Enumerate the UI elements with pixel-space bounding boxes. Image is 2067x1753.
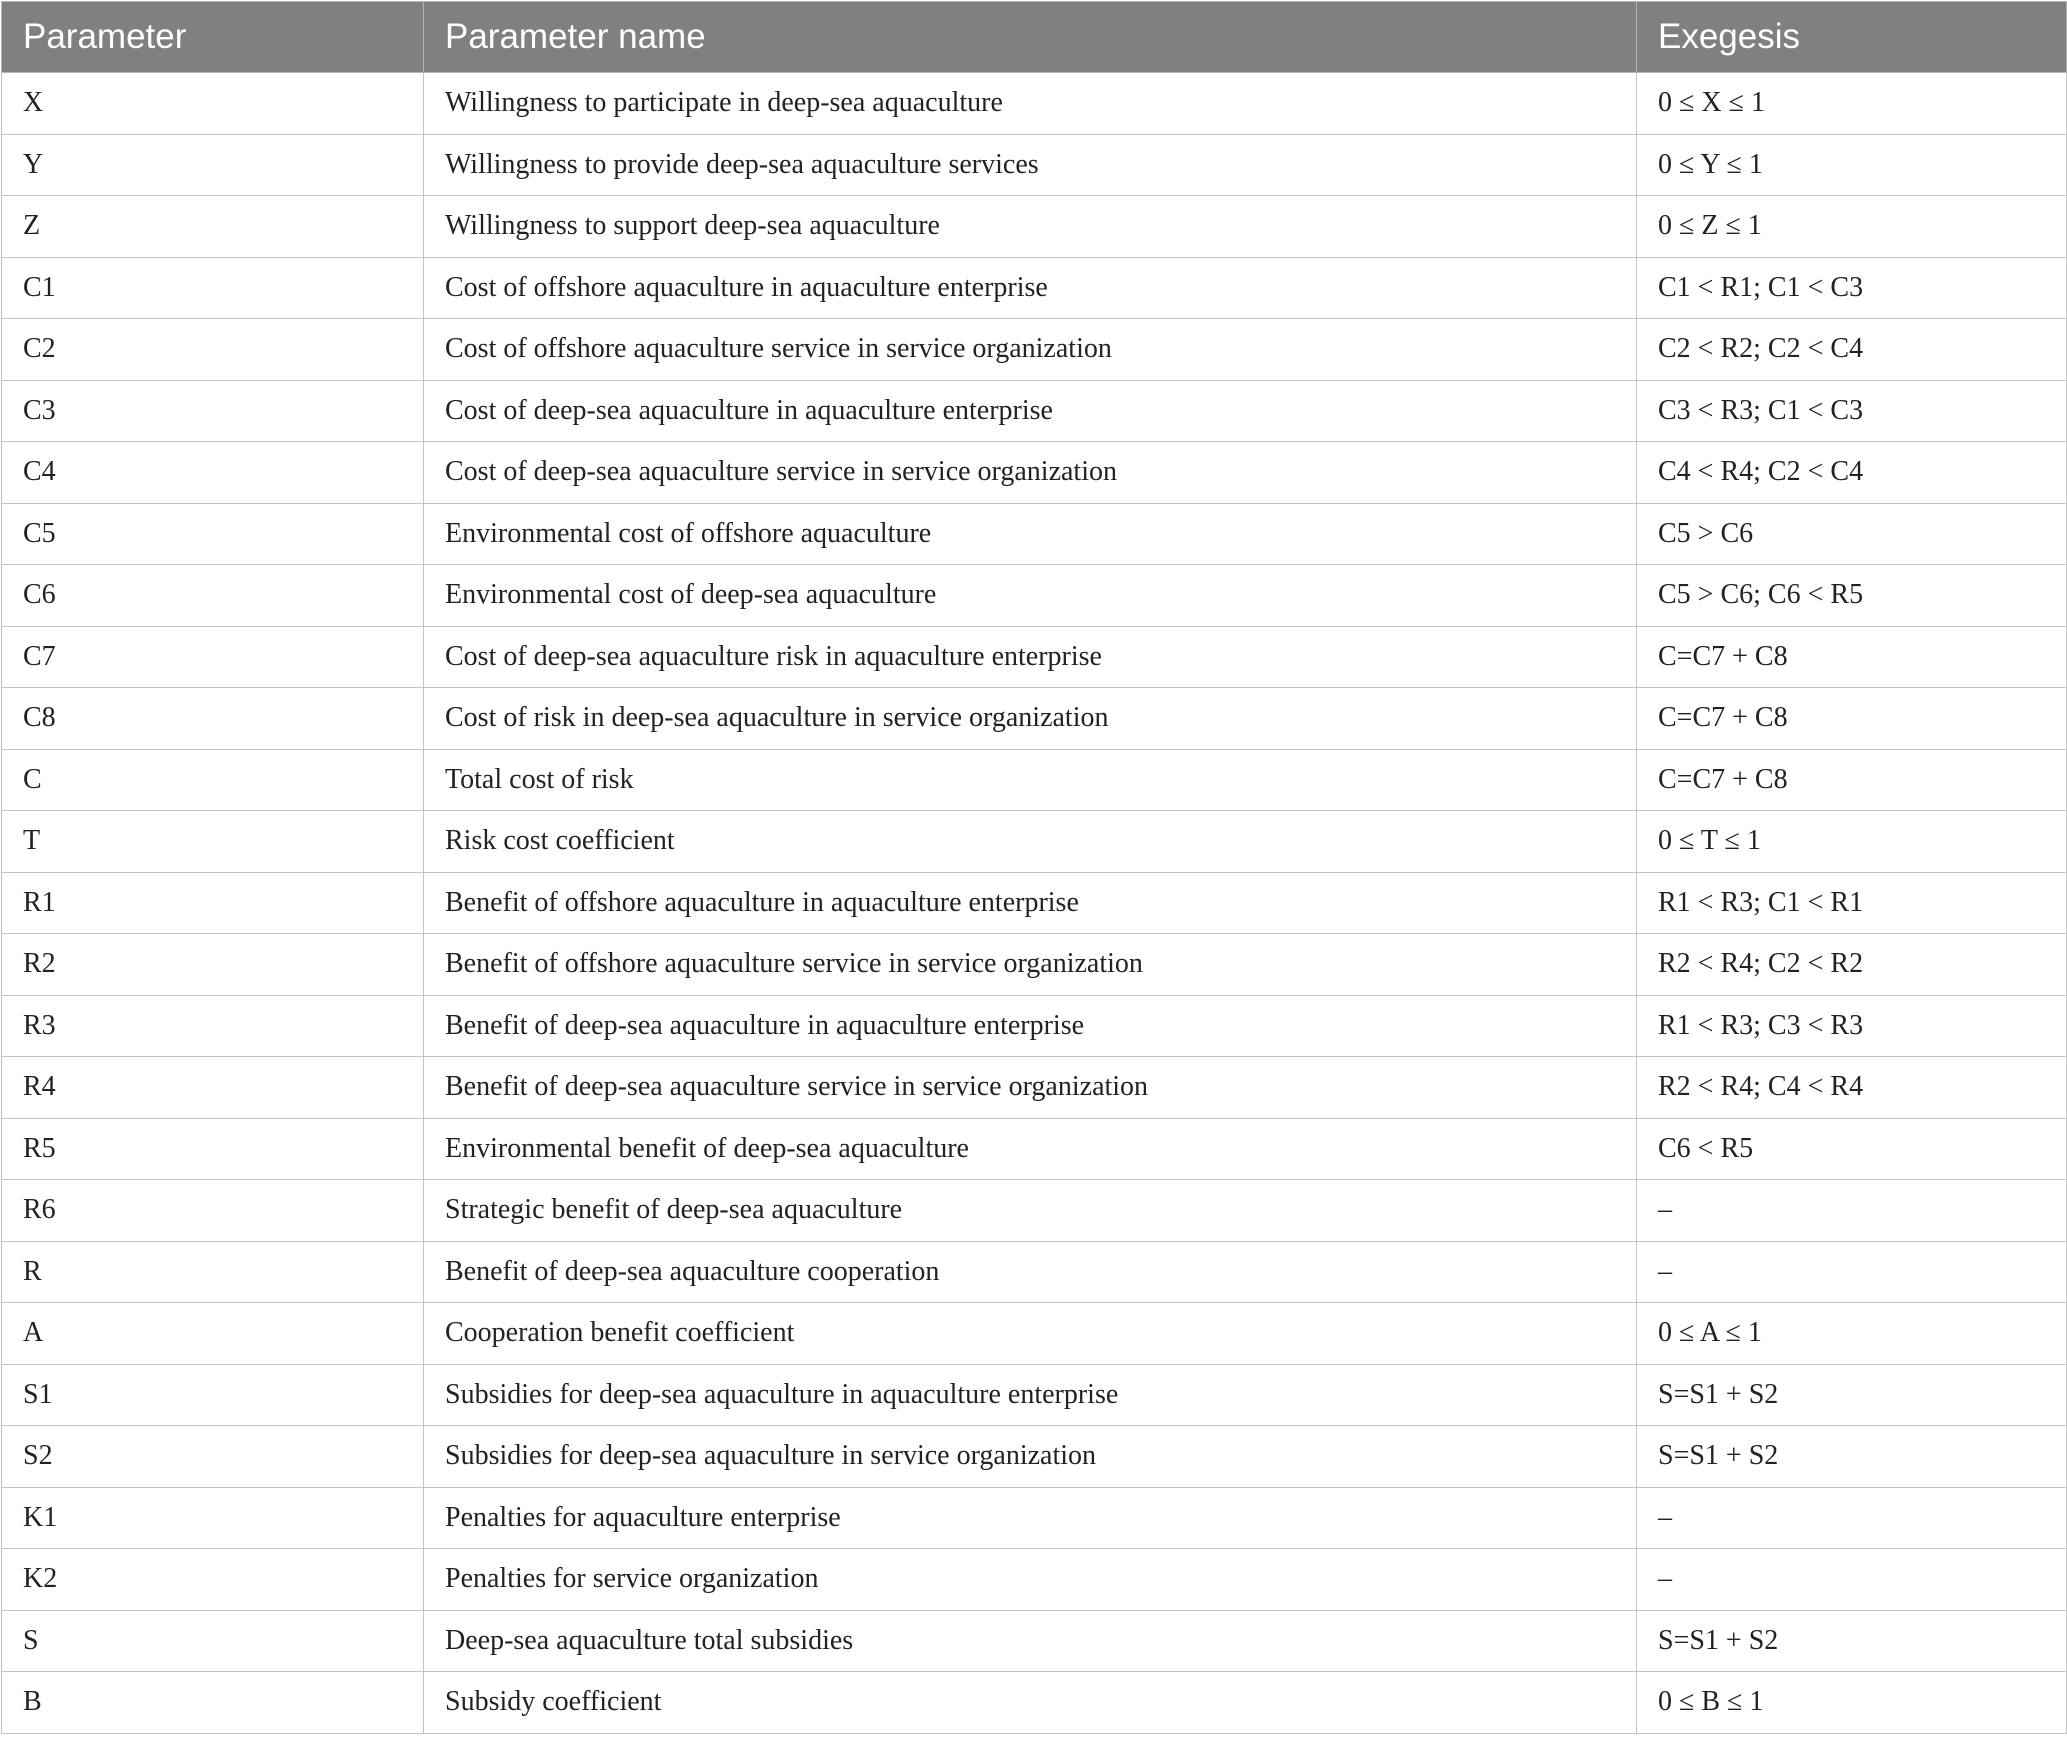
parameter-name-cell: Benefit of deep-sea aquaculture in aquaculture enterprise bbox=[424, 995, 1637, 1057]
table-row bbox=[2, 565, 2067, 627]
exegesis-cell: – bbox=[1637, 1241, 2067, 1303]
parameter-cell: S2 bbox=[2, 1426, 424, 1488]
parameter-cell: C3 bbox=[2, 380, 424, 442]
exegesis-cell: C3 < R3; C1 < C3 bbox=[1637, 380, 2067, 442]
exegesis-cell: 0 ≤ T ≤ 1 bbox=[1637, 811, 2067, 873]
table-row bbox=[2, 1180, 2067, 1242]
exegesis-cell: C5 > C6 bbox=[1637, 503, 2067, 565]
table-row bbox=[2, 626, 2067, 688]
header-exegesis: Exegesis bbox=[1637, 2, 2067, 73]
parameter-cell: C8 bbox=[2, 688, 424, 750]
table-row bbox=[2, 811, 2067, 873]
exegesis-cell: C=C7 + C8 bbox=[1637, 688, 2067, 750]
table-row bbox=[2, 749, 2067, 811]
exegesis-cell: 0 ≤ B ≤ 1 bbox=[1637, 1672, 2067, 1734]
parameter-cell: R2 bbox=[2, 934, 424, 996]
exegesis-cell: 0 ≤ A ≤ 1 bbox=[1637, 1303, 2067, 1365]
parameter-cell: R5 bbox=[2, 1118, 424, 1180]
table-row bbox=[2, 442, 2067, 504]
parameter-name-cell: Cost of deep-sea aquaculture risk in aquaculture enterprise bbox=[424, 626, 1637, 688]
parameter-cell: C5 bbox=[2, 503, 424, 565]
parameter-name-cell: Benefit of deep-sea aquaculture cooperation bbox=[424, 1241, 1637, 1303]
parameter-name-cell: Risk cost coefficient bbox=[424, 811, 1637, 873]
table-row bbox=[2, 1549, 2067, 1611]
parameter-name-cell: Environmental cost of offshore aquaculture bbox=[424, 503, 1637, 565]
exegesis-cell: S=S1 + S2 bbox=[1637, 1364, 2067, 1426]
exegesis-cell: C2 < R2; C2 < C4 bbox=[1637, 319, 2067, 381]
exegesis-cell: 0 ≤ X ≤ 1 bbox=[1637, 73, 2067, 135]
parameter-name-cell: Willingness to support deep-sea aquaculture bbox=[424, 196, 1637, 258]
exegesis-cell: S=S1 + S2 bbox=[1637, 1610, 2067, 1672]
table-body bbox=[2, 73, 2067, 1734]
exegesis-cell: C=C7 + C8 bbox=[1637, 626, 2067, 688]
exegesis-cell: – bbox=[1637, 1549, 2067, 1611]
parameter-name-cell: Willingness to participate in deep-sea aquaculture bbox=[424, 73, 1637, 135]
parameter-name-cell: Cost of deep-sea aquaculture service in service organization bbox=[424, 442, 1637, 504]
table-row bbox=[2, 934, 2067, 996]
table-row bbox=[2, 503, 2067, 565]
parameter-cell: S bbox=[2, 1610, 424, 1672]
parameter-name-cell: Total cost of risk bbox=[424, 749, 1637, 811]
parameter-name-cell: Cost of risk in deep-sea aquaculture in service organization bbox=[424, 688, 1637, 750]
exegesis-cell: 0 ≤ Z ≤ 1 bbox=[1637, 196, 2067, 258]
exegesis-cell: C4 < R4; C2 < C4 bbox=[1637, 442, 2067, 504]
table-row bbox=[2, 1241, 2067, 1303]
table-row bbox=[2, 1610, 2067, 1672]
exegesis-cell: C1 < R1; C1 < C3 bbox=[1637, 257, 2067, 319]
exegesis-cell: – bbox=[1637, 1487, 2067, 1549]
exegesis-cell: R1 < R3; C1 < R1 bbox=[1637, 872, 2067, 934]
parameter-name-cell: Subsidies for deep-sea aquaculture in aquaculture enterprise bbox=[424, 1364, 1637, 1426]
parameter-cell: R3 bbox=[2, 995, 424, 1057]
table-row bbox=[2, 1118, 2067, 1180]
table-row bbox=[2, 380, 2067, 442]
parameter-cell: K2 bbox=[2, 1549, 424, 1611]
parameter-name-cell: Benefit of offshore aquaculture in aquaculture enterprise bbox=[424, 872, 1637, 934]
header-row bbox=[2, 2, 2067, 73]
table-row bbox=[2, 134, 2067, 196]
parameter-cell: C2 bbox=[2, 319, 424, 381]
table-row bbox=[2, 995, 2067, 1057]
parameter-name-cell: Cost of deep-sea aquaculture in aquaculture enterprise bbox=[424, 380, 1637, 442]
exegesis-cell: C6 < R5 bbox=[1637, 1118, 2067, 1180]
table-row bbox=[2, 257, 2067, 319]
parameter-cell: S1 bbox=[2, 1364, 424, 1426]
parameter-name-cell: Environmental benefit of deep-sea aquaculture bbox=[424, 1118, 1637, 1180]
exegesis-cell: R1 < R3; C3 < R3 bbox=[1637, 995, 2067, 1057]
parameter-name-cell: Benefit of deep-sea aquaculture service in service organization bbox=[424, 1057, 1637, 1119]
exegesis-cell: R2 < R4; C2 < R2 bbox=[1637, 934, 2067, 996]
table-header bbox=[2, 2, 2067, 73]
parameter-name-cell: Penalties for aquaculture enterprise bbox=[424, 1487, 1637, 1549]
exegesis-cell: C=C7 + C8 bbox=[1637, 749, 2067, 811]
parameter-cell: X bbox=[2, 73, 424, 135]
header-parameter-name: Parameter name bbox=[424, 2, 1637, 73]
table-row bbox=[2, 1057, 2067, 1119]
parameter-cell: T bbox=[2, 811, 424, 873]
exegesis-cell: – bbox=[1637, 1180, 2067, 1242]
parameter-name-cell: Willingness to provide deep-sea aquaculture services bbox=[424, 134, 1637, 196]
parameter-cell: C bbox=[2, 749, 424, 811]
parameter-cell: B bbox=[2, 1672, 424, 1734]
parameter-table bbox=[1, 1, 2067, 1734]
parameter-cell: C6 bbox=[2, 565, 424, 627]
parameter-name-cell: Subsidy coefficient bbox=[424, 1672, 1637, 1734]
table-row bbox=[2, 319, 2067, 381]
exegesis-cell: S=S1 + S2 bbox=[1637, 1426, 2067, 1488]
parameter-name-cell: Cooperation benefit coefficient bbox=[424, 1303, 1637, 1365]
table-row bbox=[2, 688, 2067, 750]
parameter-cell: C1 bbox=[2, 257, 424, 319]
parameter-name-cell: Benefit of offshore aquaculture service in service organization bbox=[424, 934, 1637, 996]
table-row bbox=[2, 1672, 2067, 1734]
parameter-cell: K1 bbox=[2, 1487, 424, 1549]
parameter-cell: R4 bbox=[2, 1057, 424, 1119]
parameter-name-cell: Deep-sea aquaculture total subsidies bbox=[424, 1610, 1637, 1672]
table-row bbox=[2, 1487, 2067, 1549]
parameter-name-cell: Cost of offshore aquaculture service in service organization bbox=[424, 319, 1637, 381]
parameter-cell: R1 bbox=[2, 872, 424, 934]
exegesis-cell: R2 < R4; C4 < R4 bbox=[1637, 1057, 2067, 1119]
parameter-name-cell: Subsidies for deep-sea aquaculture in service organization bbox=[424, 1426, 1637, 1488]
parameter-name-cell: Environmental cost of deep-sea aquaculture bbox=[424, 565, 1637, 627]
table-row bbox=[2, 1364, 2067, 1426]
parameter-cell: A bbox=[2, 1303, 424, 1365]
exegesis-cell: C5 > C6; C6 < R5 bbox=[1637, 565, 2067, 627]
header-parameter: Parameter bbox=[2, 2, 424, 73]
table-row bbox=[2, 73, 2067, 135]
parameter-cell: Y bbox=[2, 134, 424, 196]
parameter-name-cell: Cost of offshore aquaculture in aquaculture enterprise bbox=[424, 257, 1637, 319]
parameter-cell: C4 bbox=[2, 442, 424, 504]
parameter-cell: C7 bbox=[2, 626, 424, 688]
table-row bbox=[2, 1426, 2067, 1488]
parameter-cell: Z bbox=[2, 196, 424, 258]
parameter-cell: R6 bbox=[2, 1180, 424, 1242]
parameter-name-cell: Strategic benefit of deep-sea aquaculture bbox=[424, 1180, 1637, 1242]
table-row bbox=[2, 1303, 2067, 1365]
table-row bbox=[2, 196, 2067, 258]
parameter-cell: R bbox=[2, 1241, 424, 1303]
exegesis-cell: 0 ≤ Y ≤ 1 bbox=[1637, 134, 2067, 196]
parameter-name-cell: Penalties for service organization bbox=[424, 1549, 1637, 1611]
table-row bbox=[2, 872, 2067, 934]
